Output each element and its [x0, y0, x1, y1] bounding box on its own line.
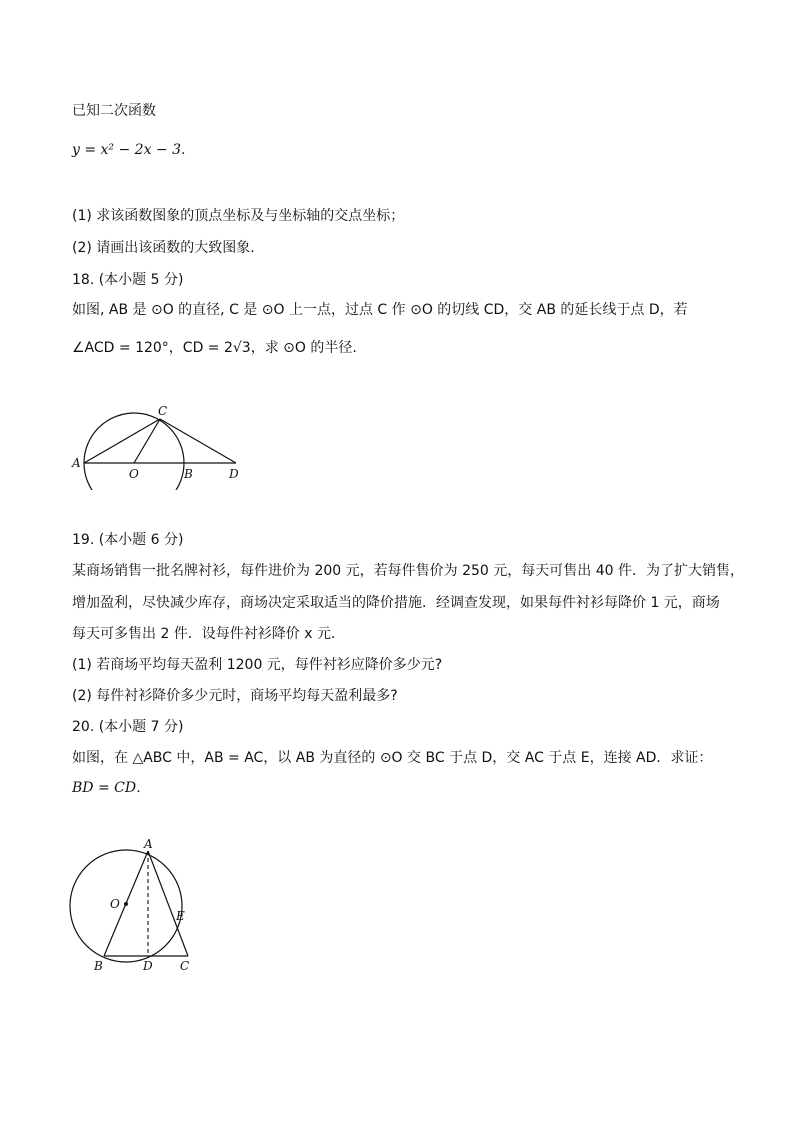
q19-part2: (2) 每件衬衫降价多少元时，商场平均每天盈利最多? — [72, 688, 398, 704]
q20-label-b: B — [94, 959, 103, 973]
q18-line-ac — [84, 419, 160, 463]
q19-line3: 每天可多售出 2 件．设每件衬衫降价 x 元． — [72, 626, 345, 642]
q19-part1: (1) 若商场平均每天盈利 1200 元，每件衬衫应降价多少元? — [72, 657, 443, 673]
q20-line1: 如图，在 △ABC 中，AB = AC，以 AB 为直径的 ⊙O 交 BC 于点 D，交 AC 于点 E，连接 AD．求证： — [72, 750, 713, 766]
q19-line2: 增加盈利，尽快减少库存，商场决定采取适当的降价措施．经调查发现，如果每件衬衫每降价 1 元，商场 — [72, 595, 720, 611]
q20-label-e: E — [176, 909, 185, 923]
q17-formula: y = x² − 2x − 3. — [72, 142, 186, 158]
q18-label-b: B — [184, 467, 193, 481]
q18-line2: ∠ACD = 120°，CD = 2√3，求 ⊙O 的半径. — [72, 340, 357, 356]
q17-part1: (1) 求该函数图象的顶点坐标及与坐标轴的交点坐标； — [72, 208, 405, 224]
q18-line1: 如图, AB 是 ⊙O 的直径, C 是 ⊙O 上一点，过点 C 作 ⊙O 的切线 CD，交 AB 的延长线于点 D，若 — [72, 302, 688, 318]
q19-line1: 某商场销售一批名牌衬衫，每件进价为 200 元，若每件售价为 250 元，每天可售出 40 件．为了扩大销售， — [72, 563, 744, 579]
q18-label-o: O — [129, 467, 139, 481]
q17-part2: (2) 请画出该函数的大致图象. — [72, 240, 255, 256]
q20-label-a: A — [144, 838, 153, 851]
q18-line-cd — [160, 419, 236, 463]
q18-label-d: D — [229, 467, 239, 481]
q20-label-c: C — [180, 959, 190, 973]
q20-label-o: O — [110, 897, 120, 911]
q20-figure — [60, 838, 210, 978]
q20-center-dot — [124, 902, 128, 906]
q20-label-d: D — [143, 959, 153, 973]
q20-header: 20. (本小题 7 分) — [72, 719, 184, 735]
q20-line2: BD = CD． — [72, 780, 151, 796]
q18-label-c: C — [158, 404, 168, 418]
q18-label-a: A — [72, 456, 81, 470]
q18-figure — [64, 400, 254, 490]
q18-header: 18. (本小题 5 分) — [72, 272, 184, 288]
q17-intro: 已知二次函数 — [72, 103, 156, 119]
q18-line-oc — [134, 419, 160, 463]
q19-header: 19. (本小题 6 分) — [72, 532, 184, 548]
